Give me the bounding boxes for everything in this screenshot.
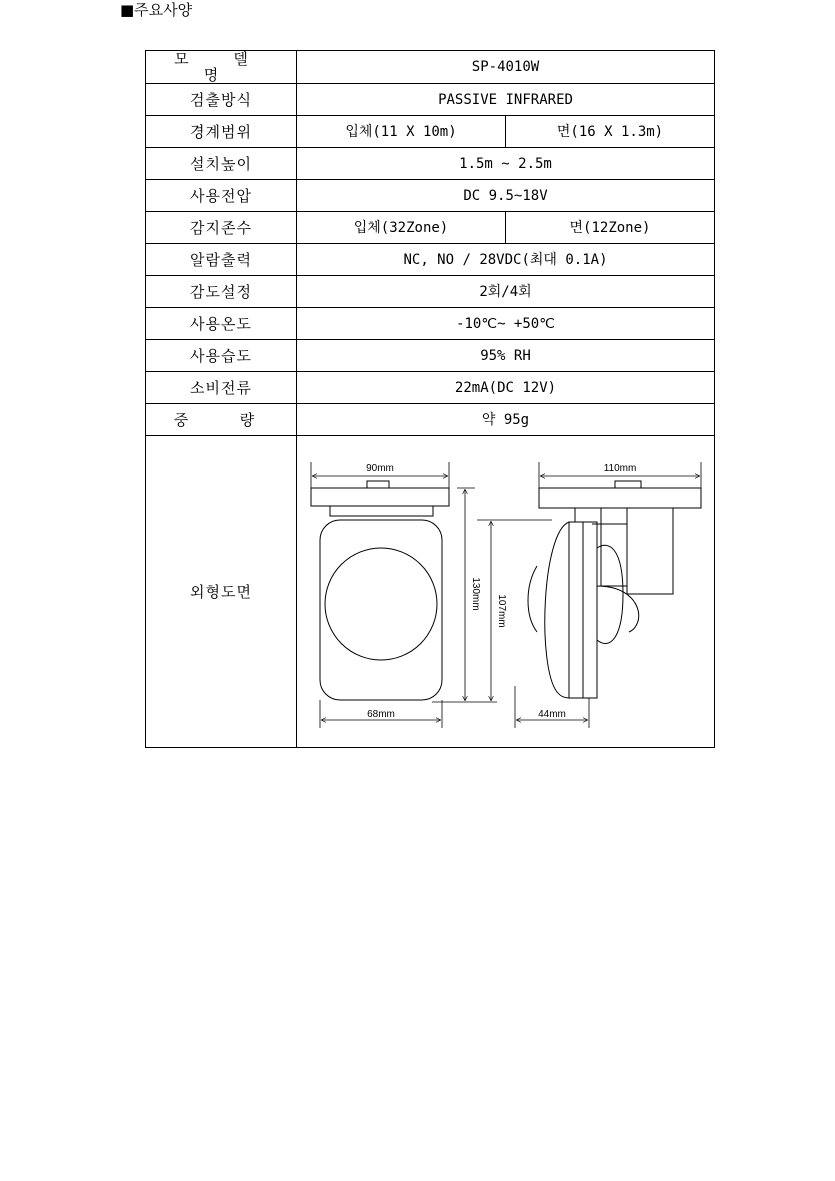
- table-row: [146, 84, 715, 116]
- row-label: 감지존수: [146, 212, 297, 244]
- table-row: [146, 436, 715, 748]
- row-label: 알람출력: [146, 244, 297, 276]
- row-value: PASSIVE INFRARED: [297, 84, 715, 116]
- row-label: 사용습도: [146, 340, 297, 372]
- row-label: 검출방식: [146, 84, 297, 116]
- row-value: 22mA(DC 12V): [297, 372, 715, 404]
- row-label: 설치높이: [146, 148, 297, 180]
- row-value-left: 입체(11 X 10m): [297, 116, 506, 148]
- front-view: [311, 481, 449, 700]
- row-value: -10℃~ +50℃: [297, 308, 715, 340]
- row-value: SP-4010W: [297, 51, 715, 84]
- row-value: 1.5m ~ 2.5m: [297, 148, 715, 180]
- table-row: [146, 404, 715, 436]
- dim-body-width: 68mm: [367, 709, 395, 720]
- row-value-right: 면(12Zone): [506, 212, 715, 244]
- table-row: [146, 148, 715, 180]
- row-label: 감도설정: [146, 276, 297, 308]
- weight-label: 중 량: [173, 410, 269, 429]
- table-row: [146, 308, 715, 340]
- spec-table: [145, 50, 715, 748]
- row-label: 사용전압: [146, 180, 297, 212]
- table-row: [146, 372, 715, 404]
- table-row: [146, 212, 715, 244]
- row-value: NC, NO / 28VDC(최대 0.1A): [297, 244, 715, 276]
- row-value: DC 9.5~18V: [297, 180, 715, 212]
- section-heading: ■주요사양: [120, 1, 193, 19]
- dim-body-height: 107mm: [496, 594, 507, 628]
- row-value: 95% RH: [297, 340, 715, 372]
- dim-side-width: 110mm: [603, 463, 637, 474]
- table-row: [146, 180, 715, 212]
- dim-depth: 44mm: [538, 709, 566, 720]
- row-label: 모 델 명: [146, 51, 297, 84]
- dim-total-height: 130mm: [470, 577, 481, 611]
- table-row: [146, 276, 715, 308]
- dim-front-width: 90mm: [366, 463, 394, 474]
- row-value: 2회/4회: [297, 276, 715, 308]
- row-value-left: 입체(32Zone): [297, 212, 506, 244]
- row-label: 외형도면: [146, 436, 297, 748]
- row-label: 경계범위: [146, 116, 297, 148]
- row-label: [146, 404, 297, 436]
- table-row: [146, 116, 715, 148]
- table-row: [146, 51, 715, 84]
- outline-drawing: [297, 436, 715, 747]
- table-row: [146, 340, 715, 372]
- outline-drawing-cell: [297, 436, 715, 748]
- row-label: 소비전류: [146, 372, 297, 404]
- row-value-right: 면(16 X 1.3m): [506, 116, 715, 148]
- table-row: [146, 244, 715, 276]
- side-view: [528, 481, 701, 698]
- row-value: 약 95g: [297, 404, 715, 436]
- row-label: 사용온도: [146, 308, 297, 340]
